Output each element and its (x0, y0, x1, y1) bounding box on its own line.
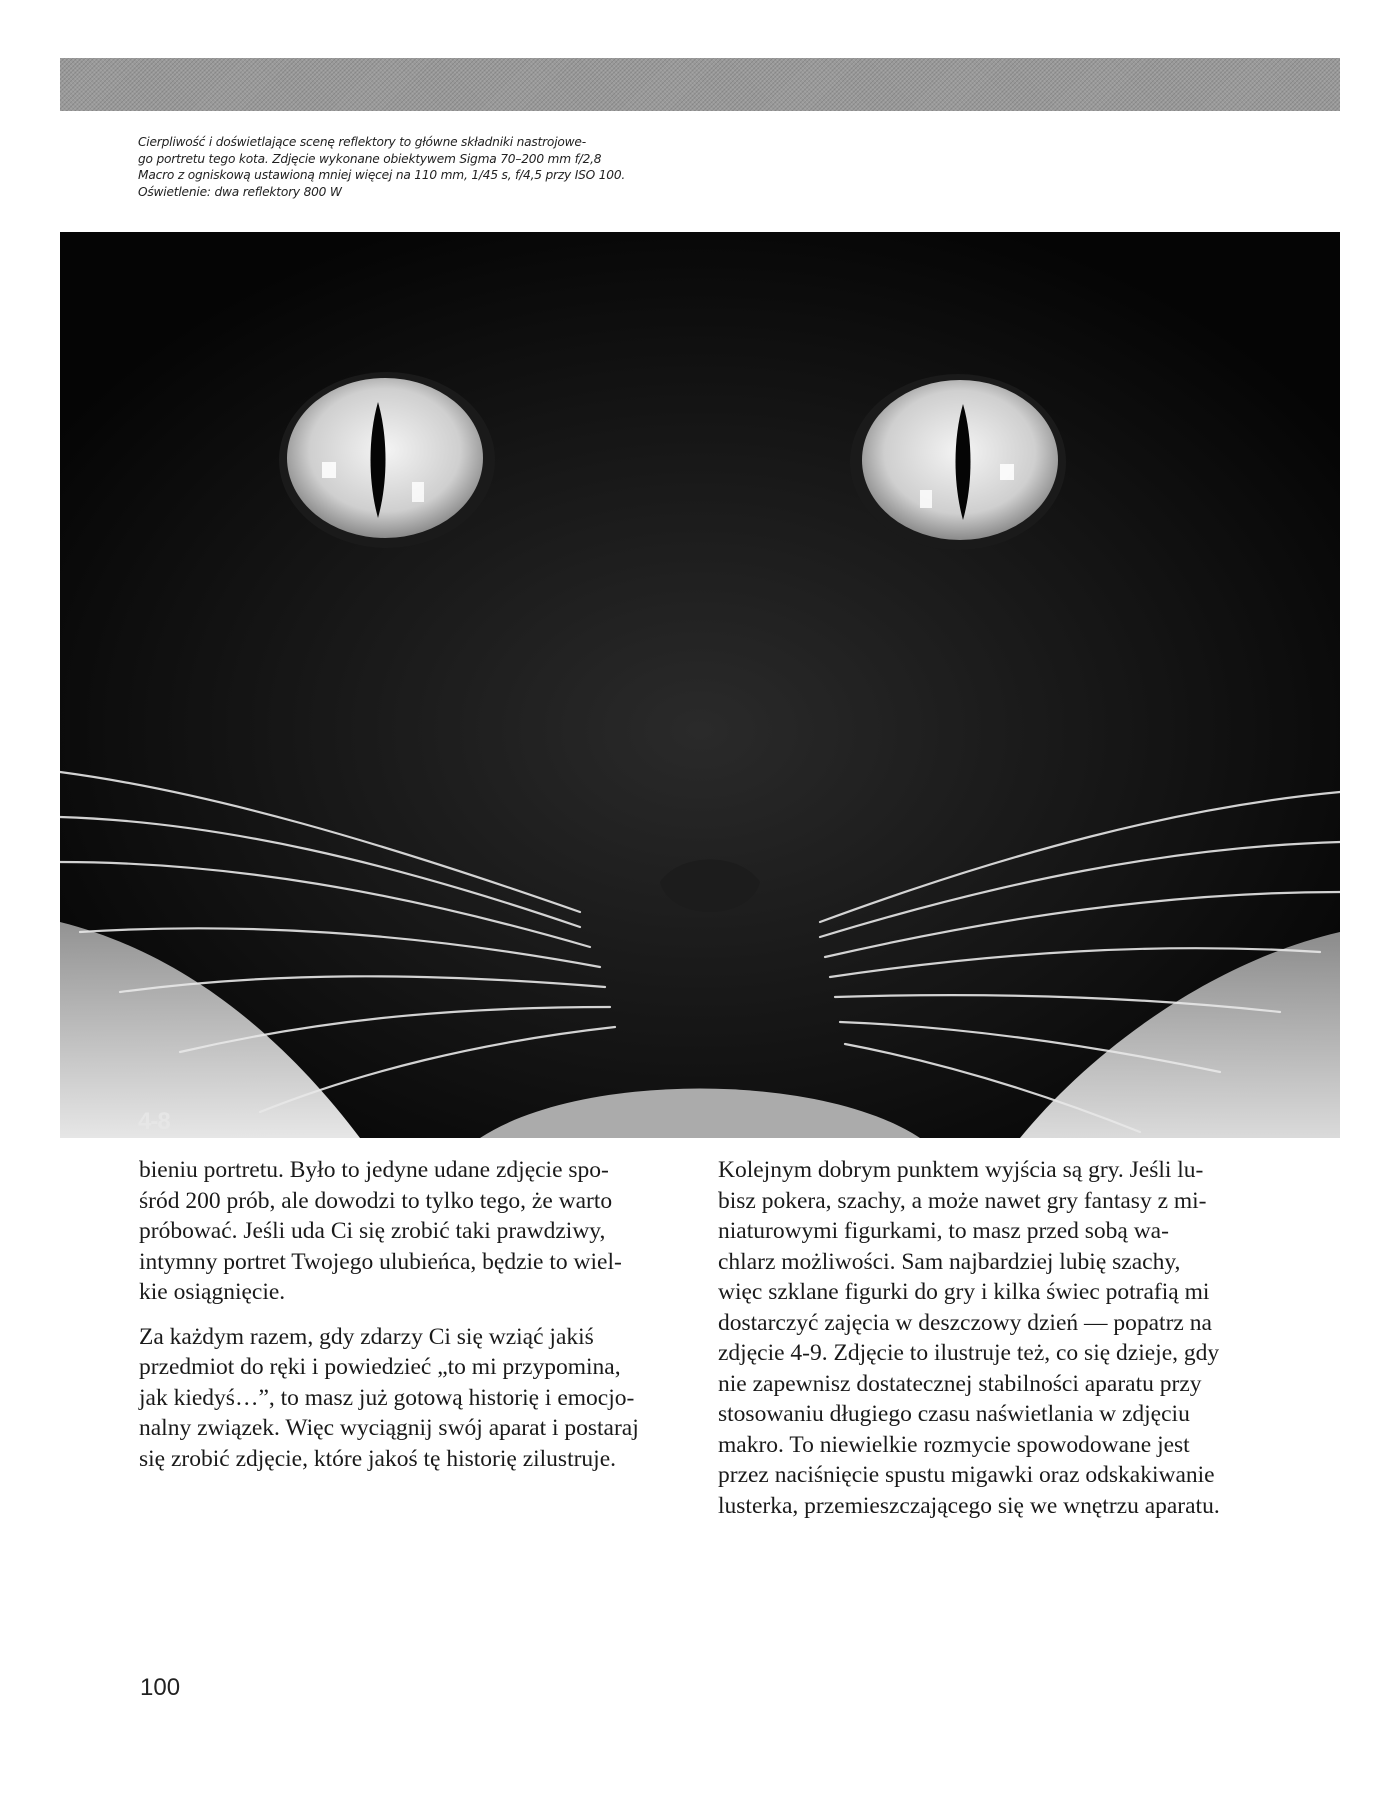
text-line: zdjęcie 4-9. Zdjęcie to ilustruje też, co się dzieje, gdy (718, 1340, 1220, 1366)
text-line: przedmiot do ręki i powiedzieć „to mi przypomina, (139, 1354, 621, 1380)
text-line: nalny związek. Więc wyciągnij swój aparat i postaraj (139, 1415, 639, 1441)
right-text-column (718, 1155, 1290, 1535)
header-band (60, 58, 1340, 111)
text-line: intymny portret Twojego ulubieńca, będzie to wiel- (139, 1248, 622, 1275)
text-line: się zrobić zdjęcie, które jakoś tę historię zilustruje. (139, 1445, 617, 1472)
text-line: niaturowymi figurkami, to masz przed sobą wa- (718, 1218, 1169, 1244)
cat-face-illustration (60, 232, 1340, 1138)
text-line: kie osiągnięcie. (139, 1279, 286, 1305)
text-line: jak kiedyś…”, to masz już gotową historię i emocjo- (139, 1384, 635, 1411)
cat-portrait-photo (60, 232, 1340, 1138)
caption-line: Oświetlenie: dwa reflektory 800 W (138, 184, 342, 199)
text-line: bieniu portretu. Było to jedyne udane zdjęcie spo- (139, 1157, 609, 1183)
text-line: dostarczyć zajęcia w deszczowy dzień — popatrz na (718, 1309, 1212, 1336)
text-line: Kolejnym dobrym punktem wyjścia są gry. Jeśli lu- (718, 1157, 1204, 1183)
caption-line: go portretu tego kota. Zdjęcie wykonane obiektywem Sigma 70–200 mm f/2,8 (138, 151, 602, 166)
paragraph (139, 1322, 711, 1475)
text-line: bisz pokera, szachy, a może nawet gry fantasy z mi- (718, 1187, 1207, 1214)
text-line: próbować. Jeśli uda Ci się zrobić taki prawdziwy, (139, 1218, 606, 1244)
text-line: śród 200 prób, ale dowodzi to tylko tego, że warto (139, 1187, 613, 1214)
page-number: 100 (140, 1674, 181, 1701)
text-line: więc szklane figurki do gry i kilka świec potrafią mi (718, 1279, 1210, 1305)
caption-line: Cierpliwość i doświetlające scenę reflektory to główne składniki nastrojowe- (138, 135, 586, 149)
text-line: przez naciśnięcie spustu migawki oraz odskakiwanie (718, 1462, 1215, 1488)
caption-line: Macro z ogniskową ustawioną mniej więcej na 110 mm, 1/45 s, f/4,5 przy ISO 100. (138, 168, 626, 183)
paragraph (718, 1155, 1290, 1521)
text-line: chlarz możliwości. Sam najbardziej lubię szachy, (718, 1248, 1181, 1275)
left-text-column (139, 1155, 711, 1488)
text-line: stosowaniu długiego czasu naświetlania w zdjęciu (718, 1401, 1190, 1427)
figure-caption (138, 134, 698, 200)
text-line: Za każdym razem, gdy zdarzy Ci się wziąć jakiś (139, 1323, 594, 1350)
text-line: nie zapewnisz dostatecznej stabilności aparatu przy (718, 1370, 1202, 1397)
text-line: makro. To niewielkie rozmycie spowodowane jest (718, 1431, 1190, 1458)
right-eye (850, 374, 1066, 550)
left-eye (279, 372, 495, 548)
paragraph (139, 1155, 711, 1308)
figure-number-label: 4-8 (138, 1108, 170, 1135)
text-line: lusterka, przemieszczającego się we wnętrzu aparatu. (718, 1492, 1220, 1519)
